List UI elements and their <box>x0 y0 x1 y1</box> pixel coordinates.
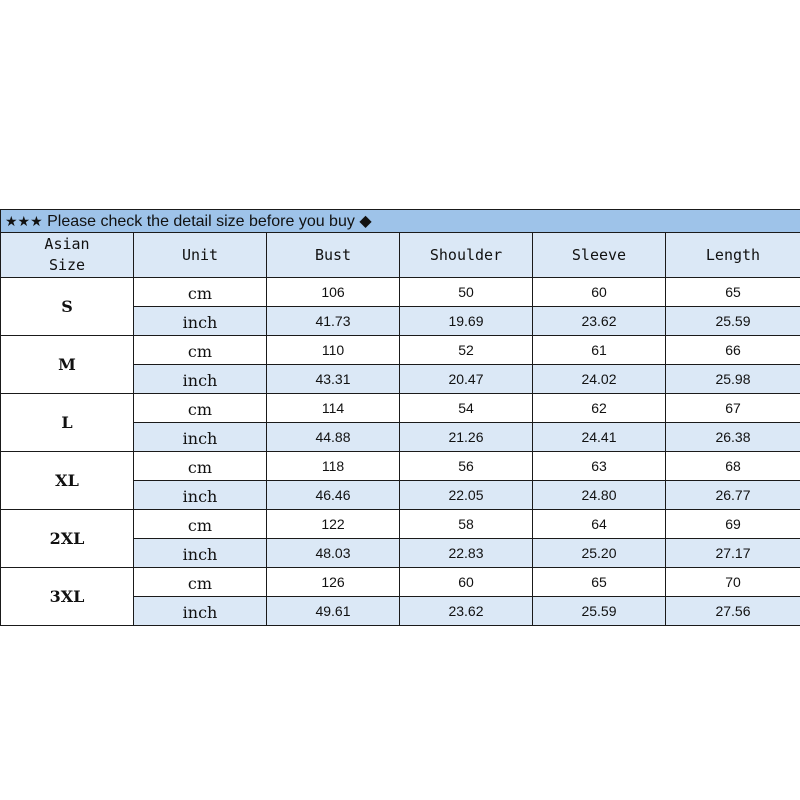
sleeve-inch-value: 24.02 <box>533 365 666 394</box>
size-label: 3XL <box>1 568 134 626</box>
bust-cm-value: 114 <box>267 394 400 423</box>
shoulder-cm-value: 50 <box>400 278 533 307</box>
unit-cm: cm <box>134 510 267 539</box>
unit-inch: inch <box>134 423 267 452</box>
bust-inch-value: 41.73 <box>267 307 400 336</box>
sleeve-cm-value: 63 <box>533 452 666 481</box>
length-inch-value: 27.17 <box>666 539 800 568</box>
sleeve-inch-value: 24.41 <box>533 423 666 452</box>
bust-inch-value: 48.03 <box>267 539 400 568</box>
bust-cm-value: 106 <box>267 278 400 307</box>
size-row-cm <box>1 336 800 365</box>
length-inch-value: 26.77 <box>666 481 800 510</box>
banner-cell <box>1 210 800 233</box>
size-row-cm <box>1 510 800 539</box>
shoulder-inch-value: 20.47 <box>400 365 533 394</box>
header-unit: Unit <box>134 233 267 278</box>
unit-inch: inch <box>134 539 267 568</box>
sleeve-inch-value: 23.62 <box>533 307 666 336</box>
star-icons: ★★★ <box>5 213 43 229</box>
length-inch-value: 25.98 <box>666 365 800 394</box>
banner-text: Please check the detail size before you buy <box>47 213 355 230</box>
size-label: L <box>1 394 134 452</box>
header-bust: Bust <box>267 233 400 278</box>
bust-inch-value: 49.61 <box>267 597 400 626</box>
unit-cm: cm <box>134 452 267 481</box>
header-sleeve: Sleeve <box>533 233 666 278</box>
size-row-cm <box>1 568 800 597</box>
diamond-icon: ◆ <box>359 213 372 230</box>
size-row-cm <box>1 278 800 307</box>
length-inch-value: 25.59 <box>666 307 800 336</box>
header-row <box>1 233 800 278</box>
bust-cm-value: 110 <box>267 336 400 365</box>
size-row-cm <box>1 394 800 423</box>
length-cm-value: 67 <box>666 394 800 423</box>
shoulder-cm-value: 56 <box>400 452 533 481</box>
length-inch-value: 27.56 <box>666 597 800 626</box>
unit-cm: cm <box>134 278 267 307</box>
shoulder-inch-value: 21.26 <box>400 423 533 452</box>
length-cm-value: 70 <box>666 568 800 597</box>
bust-inch-value: 44.88 <box>267 423 400 452</box>
shoulder-inch-value: 19.69 <box>400 307 533 336</box>
sleeve-inch-value: 25.20 <box>533 539 666 568</box>
sleeve-inch-value: 25.59 <box>533 597 666 626</box>
unit-cm: cm <box>134 336 267 365</box>
header-shoulder: Shoulder <box>400 233 533 278</box>
bust-cm-value: 126 <box>267 568 400 597</box>
shoulder-inch-value: 22.83 <box>400 539 533 568</box>
shoulder-inch-value: 22.05 <box>400 481 533 510</box>
shoulder-inch-value: 23.62 <box>400 597 533 626</box>
length-cm-value: 65 <box>666 278 800 307</box>
bust-cm-value: 118 <box>267 452 400 481</box>
size-label: M <box>1 336 134 394</box>
unit-inch: inch <box>134 597 267 626</box>
unit-inch: inch <box>134 365 267 394</box>
header-asian-line1: Asian <box>44 235 90 253</box>
unit-inch: inch <box>134 481 267 510</box>
size-row-cm <box>1 452 800 481</box>
unit-cm: cm <box>134 568 267 597</box>
shoulder-cm-value: 54 <box>400 394 533 423</box>
length-cm-value: 68 <box>666 452 800 481</box>
size-label: 2XL <box>1 510 134 568</box>
header-asian-size <box>1 233 134 278</box>
bust-inch-value: 46.46 <box>267 481 400 510</box>
sleeve-cm-value: 62 <box>533 394 666 423</box>
sleeve-cm-value: 65 <box>533 568 666 597</box>
header-length: Length <box>666 233 800 278</box>
bust-cm-value: 122 <box>267 510 400 539</box>
shoulder-cm-value: 58 <box>400 510 533 539</box>
size-label: S <box>1 278 134 336</box>
shoulder-cm-value: 52 <box>400 336 533 365</box>
shoulder-cm-value: 60 <box>400 568 533 597</box>
header-asian-line2: Size <box>48 256 86 274</box>
bust-inch-value: 43.31 <box>267 365 400 394</box>
sleeve-cm-value: 64 <box>533 510 666 539</box>
length-inch-value: 26.38 <box>666 423 800 452</box>
length-cm-value: 69 <box>666 510 800 539</box>
sleeve-cm-value: 60 <box>533 278 666 307</box>
sleeve-inch-value: 24.80 <box>533 481 666 510</box>
unit-cm: cm <box>134 394 267 423</box>
size-chart-table <box>0 209 800 626</box>
sleeve-cm-value: 61 <box>533 336 666 365</box>
size-label: XL <box>1 452 134 510</box>
unit-inch: inch <box>134 307 267 336</box>
banner-row <box>1 210 800 233</box>
length-cm-value: 66 <box>666 336 800 365</box>
